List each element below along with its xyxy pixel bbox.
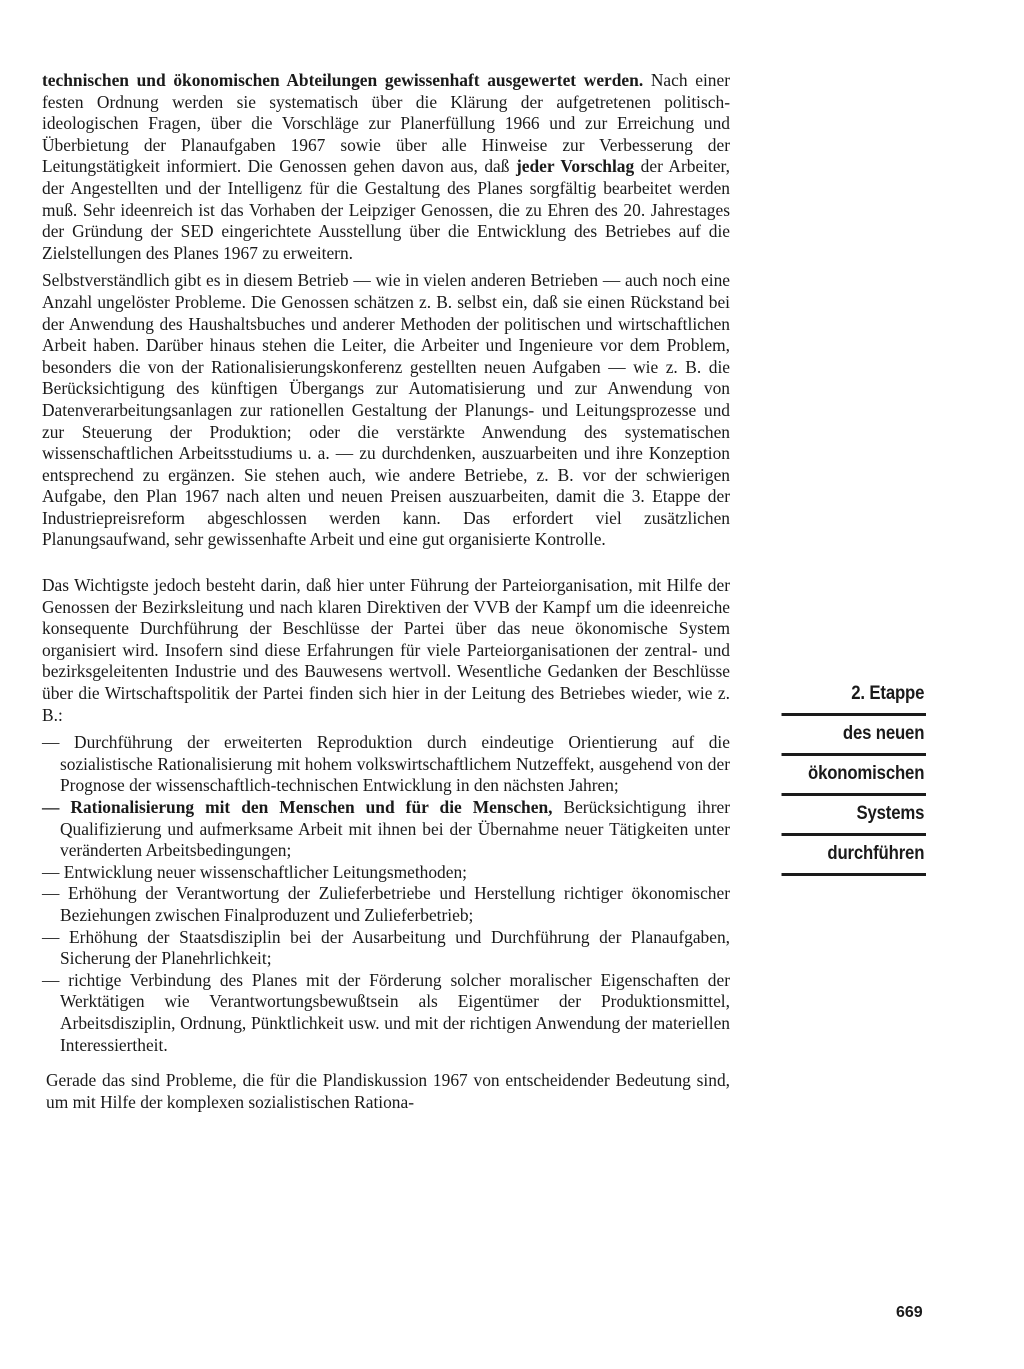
paragraph-1 xyxy=(42,70,730,264)
margin-heading-line: 2. Etappe xyxy=(782,676,926,716)
paragraph-3: Das Wichtigste jedoch besteht darin, daß hier unter Führung der Parteiorganisation, mit Hilfe der Genossen der Bezirksleitung und nach klaren Direktiven der VVB der Kampf um die ideenreiche konsequente Durchführung der Beschlüsse der Partei über das neue ökonomische System organisiert wird. Insofern sind diese Erfahrungen für viele Parteiorganisationen der zentral- und bezirksgeleitenten Industrie und des Bauwesens wertvoll. Wesentliche Gedanken der Beschlüsse über die Wirtschaftspolitik der Partei finden sich hier in der Leitung des Betriebes wieder, wie z. B.: xyxy=(42,575,730,725)
list-item xyxy=(42,927,730,970)
list-item-text: — Durchführung der erweiterten Reproduktion durch eindeutige Orientierung auf die sozialistische Rationalisierung mit hohem volkswirtschaftlichem Nutzeffekt, ausgehend von der Prognose der wissenschaftlich-technischen Entwicklung in den nächsten Jahren; xyxy=(42,732,730,796)
list-item-text: — Erhöhung der Staatsdisziplin bei der Ausarbeitung und Durchführung der Planaufgaben, Sicherung der Planehrlichkeit; xyxy=(42,926,730,969)
margin-heading-line: Systems xyxy=(782,796,926,836)
list-item-text: — Entwicklung neuer wissenschaftlicher Leitungsmethoden; xyxy=(42,861,467,882)
list-item xyxy=(42,797,730,862)
list-item xyxy=(42,883,730,926)
list-item-text: — Erhöhung der Verantwortung der Zulieferbetriebe und Herstellung richtiger ökonomischer Beziehungen zwischen Finalproduzent und Zulieferbetrieb; xyxy=(42,883,730,925)
page-number: 669 xyxy=(896,1304,923,1321)
margin-heading xyxy=(758,676,926,876)
main-text-column xyxy=(42,70,730,1113)
paragraph-1-text-a: Nach einer festen Ordnung werden sie systematisch über die Klärung der aufgetretenen politisch-ideologischen Fragen, über die Vorschläge zur Planerfüllung 1966 und zur Erreichung und Überbietung der Planaufgaben 1967 sowie über alle Hinweise zur Verbesserung der Leitungstätigkeit informiert. Die Genossen gehen davon aus, daß xyxy=(42,70,730,177)
paragraph-1-bold-lead: technischen und ökonomischen Abteilungen gewissenhaft ausgewertet werden. xyxy=(42,70,644,90)
list-item-text: — richtige Verbindung des Planes mit der Förderung solcher moralischer Eigenschaften der Werktätigen wie Verantwortungsbewußtsein als Eigentümer der Produktionsmittel, Arbeitsdisziplin, Ordnung, Pünktlichkeit usw. und mit der richtigen Anwendung der materiellen Interessiertheit. xyxy=(42,969,730,1055)
list-item xyxy=(42,732,730,797)
paragraph-1-bold-emphasis: jeder Vorschlag xyxy=(515,156,635,177)
list-item xyxy=(42,970,730,1056)
paragraph-4: Gerade das sind Probleme, die für die Plandiskussion 1967 von entscheidender Bedeutung sind, um mit Hilfe der komplexen sozialistischen Rationa- xyxy=(46,1070,730,1112)
list-item xyxy=(42,862,730,884)
margin-heading-line: des neuen xyxy=(782,716,926,756)
list-item-bold: — Rationalisierung mit den Menschen und für die Menschen, xyxy=(42,797,553,817)
list-item-text: Berücksichtigung ihrer Qualifizierung und aufmerksame Arbeit mit ihnen bei der Übernahme neuer Tätigkeiten unter veränderten Arbeitsbedingungen; xyxy=(60,797,731,861)
paragraph-1-text-b: der Arbeiter, der Angestellten und der Intelligenz für die Gestaltung des Planes sorgfältig bearbeitet werden muß. Sehr ideenreich ist das Vorhaben der Leipziger Genossen, die zu Ehren des 20. Jahrestages der Gründung der SED eingerichtete Ausstellung über die Entwicklung des Betriebes auf die Zielstellungen des Planes 1967 zu erweitern. xyxy=(42,156,730,263)
paragraph-2: Selbstverständlich gibt es in diesem Betrieb — wie in vielen anderen Betrieben — auch noch eine Anzahl ungelöster Probleme. Die Genossen schätzen z. B. selbst ein, daß sie einen Rückstand bei der Anwendung des Haushaltsbuches und anderer Methoden der politischen und wirtschaftlichen Arbeit haben. Darüber hinaus stehen die Leiter, die Arbeiter und Ingenieure vor dem Problem, besonders die von der Rationalisierungskonferenz gestellten neuen Aufgaben — wie z. B. die Berücksichtigung des künftigen Übergangs zur Automatisierung und zur Anwendung von Datenverarbeitungsanlagen zur rationellen Gestaltung der Planungs- und Leitungsprozesse und zur Steuerung der Produktion; oder die verstärkte Anwendung des systematischen wissenschaftlichen Arbeitsstudiums u. a. — zu durchdenken, auszuarbeiten und ihre Konzeption entsprechend zu ergänzen. Sie stehen auch, wie andere Betriebe, z. B. vor der schwierigen Aufgabe, den Plan 1967 nach alten und neuen Preisen auszuarbeiten, damit die 3. Etappe der Industriepreisreform abgeschlossen werden kann. Das erfordert viel zusätzlichen Planungsaufwand, sehr gewissenhafte Arbeit und eine gut organisierte Kontrolle. xyxy=(42,270,730,550)
margin-heading-line: durchführen xyxy=(782,836,926,876)
margin-heading-line: ökonomischen xyxy=(782,756,926,796)
